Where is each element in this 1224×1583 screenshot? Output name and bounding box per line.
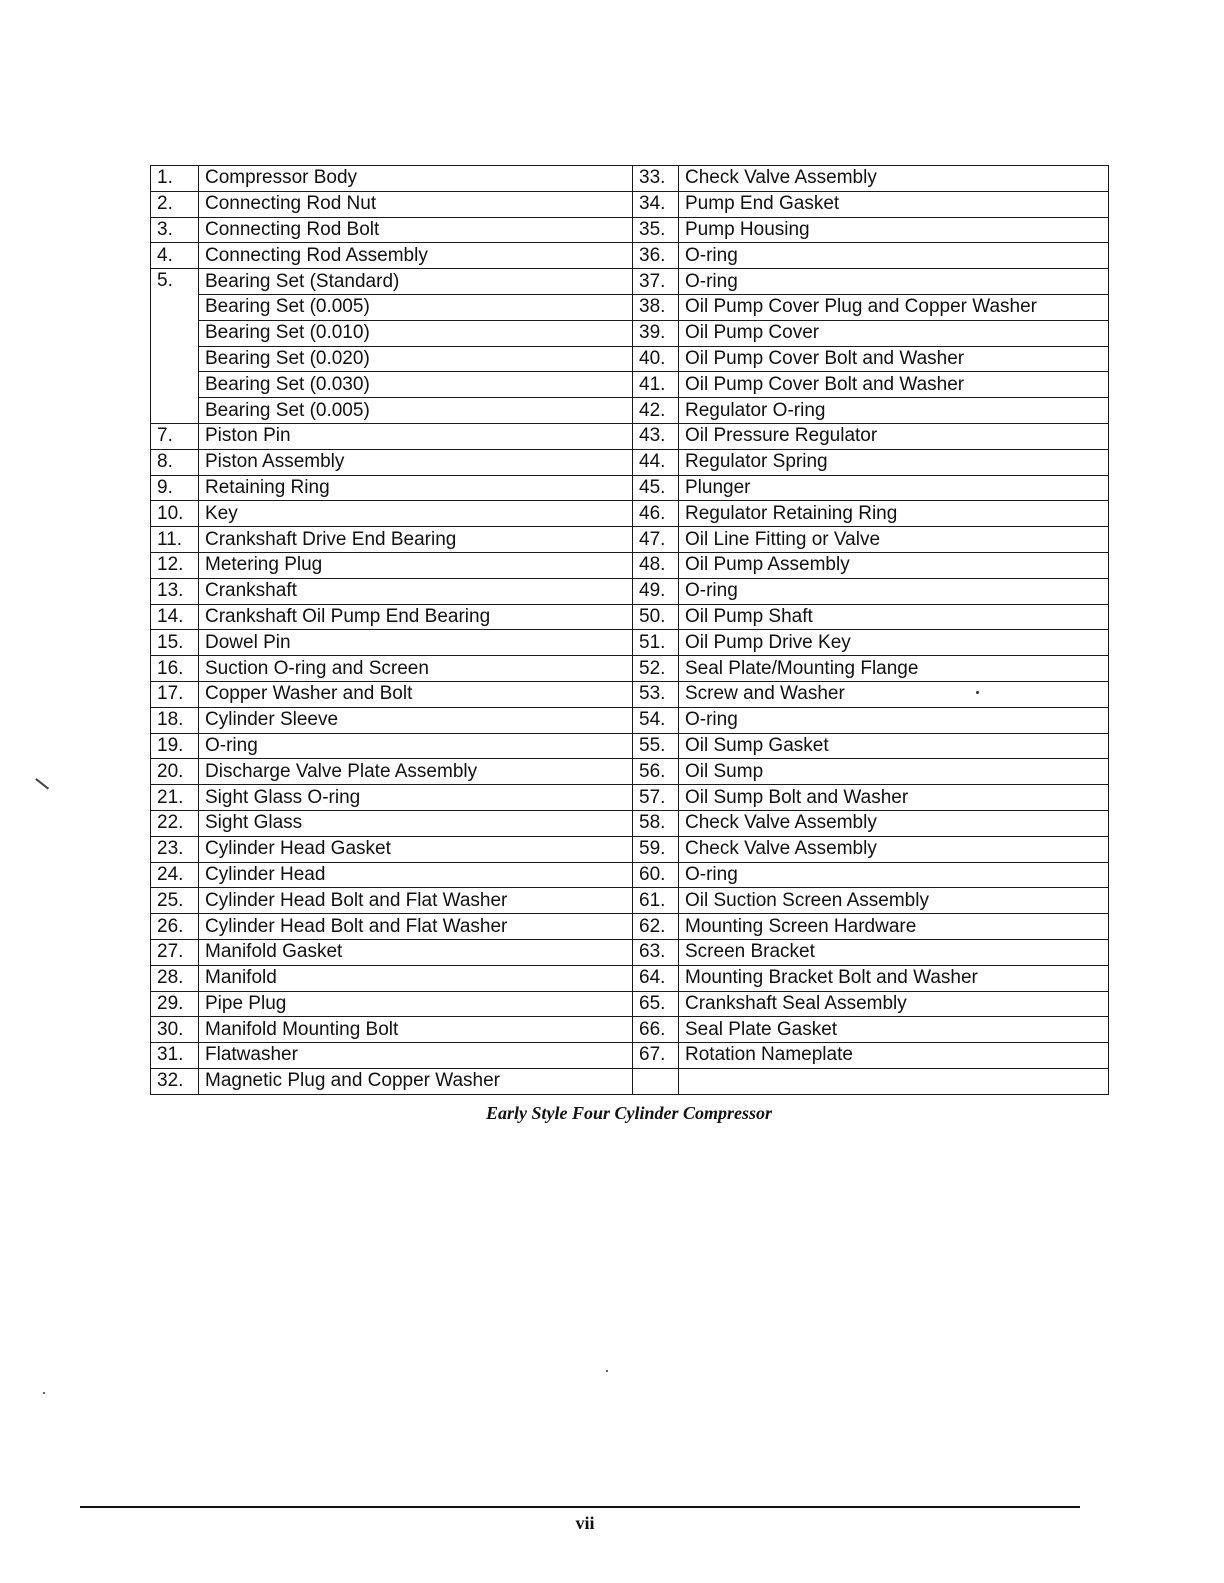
- right-item-description: Check Valve Assembly: [679, 810, 1109, 836]
- right-item-number: 42.: [633, 398, 679, 424]
- table-row: [151, 1017, 1109, 1043]
- left-item-description: Dowel Pin: [199, 630, 633, 656]
- right-item-description: Oil Line Fitting or Valve: [679, 527, 1109, 553]
- left-item-number: 15.: [151, 630, 199, 656]
- scan-mark: [36, 778, 50, 789]
- left-item-number: 10.: [151, 501, 199, 527]
- left-item-number: 11.: [151, 527, 199, 553]
- right-item-number: 56.: [633, 759, 679, 785]
- left-item-number: 25.: [151, 888, 199, 914]
- table-row: [151, 785, 1109, 811]
- page-number: vii: [575, 1513, 595, 1533]
- left-item-description: Pipe Plug: [199, 991, 633, 1017]
- table-row: [151, 733, 1109, 759]
- left-item-number: 16.: [151, 656, 199, 682]
- right-item-description: Regulator Spring: [679, 449, 1109, 475]
- right-item-number: 63.: [633, 939, 679, 965]
- table-row: [151, 346, 1109, 372]
- right-item-description: Oil Sump Gasket: [679, 733, 1109, 759]
- right-item-description: Oil Pump Shaft: [679, 604, 1109, 630]
- right-item-number: 65.: [633, 991, 679, 1017]
- left-item-description: Manifold Mounting Bolt: [199, 1017, 633, 1043]
- left-item-description: Crankshaft Oil Pump End Bearing: [199, 604, 633, 630]
- left-item-description: Retaining Ring: [199, 475, 633, 501]
- right-item-number: 51.: [633, 630, 679, 656]
- table-row: [151, 1043, 1109, 1069]
- right-item-number: 45.: [633, 475, 679, 501]
- right-item-number: 44.: [633, 449, 679, 475]
- right-item-description: Oil Pump Cover: [679, 320, 1109, 346]
- table-row: [151, 243, 1109, 269]
- left-item-number: 23.: [151, 836, 199, 862]
- left-item-description: Bearing Set (0.010): [199, 320, 633, 346]
- right-item-number: 34.: [633, 191, 679, 217]
- left-item-number: 18.: [151, 707, 199, 733]
- table-row: [151, 191, 1109, 217]
- right-item-description: Oil Pump Assembly: [679, 552, 1109, 578]
- right-item-number: 55.: [633, 733, 679, 759]
- right-item-description: Oil Suction Screen Assembly: [679, 888, 1109, 914]
- right-item-description: Screen Bracket: [679, 939, 1109, 965]
- left-item-number: 1.: [151, 166, 199, 192]
- table-row: [151, 707, 1109, 733]
- right-item-number: 38.: [633, 294, 679, 320]
- right-item-description: Oil Pump Cover Bolt and Washer: [679, 372, 1109, 398]
- right-item-number: 58.: [633, 810, 679, 836]
- left-item-number: 4.: [151, 243, 199, 269]
- right-item-number: 49.: [633, 578, 679, 604]
- right-item-description: Mounting Screen Hardware: [679, 914, 1109, 940]
- right-item-description: Oil Sump: [679, 759, 1109, 785]
- left-item-description: Crankshaft: [199, 578, 633, 604]
- right-item-description: Screw and Washer: [679, 681, 1109, 707]
- right-item-description: Check Valve Assembly: [679, 166, 1109, 192]
- left-item-description: Connecting Rod Bolt: [199, 217, 633, 243]
- left-item-number: 29.: [151, 991, 199, 1017]
- table-row: [151, 991, 1109, 1017]
- right-item-number: 41.: [633, 372, 679, 398]
- table-row: [151, 269, 1109, 295]
- right-item-description: O-ring: [679, 578, 1109, 604]
- right-item-number: 50.: [633, 604, 679, 630]
- left-item-number: 28.: [151, 965, 199, 991]
- right-item-description: Oil Pump Cover Plug and Copper Washer: [679, 294, 1109, 320]
- left-item-description: Bearing Set (0.030): [199, 372, 633, 398]
- table-row: [151, 604, 1109, 630]
- right-item-description: Seal Plate Gasket: [679, 1017, 1109, 1043]
- left-item-number: 17.: [151, 681, 199, 707]
- left-item-number: 3.: [151, 217, 199, 243]
- left-item-number: 5.: [151, 269, 199, 424]
- left-item-description: Manifold Gasket: [199, 939, 633, 965]
- right-item-number: 60.: [633, 862, 679, 888]
- table-row: [151, 552, 1109, 578]
- right-item-number: 53.: [633, 681, 679, 707]
- table-row: [151, 630, 1109, 656]
- left-item-number: 32.: [151, 1068, 199, 1094]
- table-row: [151, 294, 1109, 320]
- scan-speck: [606, 1370, 608, 1372]
- right-item-description: O-ring: [679, 862, 1109, 888]
- right-item-description: Check Valve Assembly: [679, 836, 1109, 862]
- left-item-description: Key: [199, 501, 633, 527]
- left-item-number: 14.: [151, 604, 199, 630]
- left-item-description: Cylinder Head: [199, 862, 633, 888]
- left-item-description: Cylinder Head Gasket: [199, 836, 633, 862]
- left-item-description: Connecting Rod Nut: [199, 191, 633, 217]
- left-item-description: Discharge Valve Plate Assembly: [199, 759, 633, 785]
- right-item-description: Oil Pressure Regulator: [679, 423, 1109, 449]
- right-item-description: Pump Housing: [679, 217, 1109, 243]
- left-item-description: Crankshaft Drive End Bearing: [199, 527, 633, 553]
- right-item-description: Seal Plate/Mounting Flange: [679, 656, 1109, 682]
- right-item-description: O-ring: [679, 243, 1109, 269]
- left-item-description: O-ring: [199, 733, 633, 759]
- right-item-number: 40.: [633, 346, 679, 372]
- left-item-number: 31.: [151, 1043, 199, 1069]
- right-item-description: Pump End Gasket: [679, 191, 1109, 217]
- table-row: [151, 166, 1109, 192]
- right-item-number: 64.: [633, 965, 679, 991]
- right-item-description: Oil Pump Drive Key: [679, 630, 1109, 656]
- table-row: [151, 372, 1109, 398]
- table-row: [151, 578, 1109, 604]
- left-item-number: 27.: [151, 939, 199, 965]
- table-row: [151, 320, 1109, 346]
- table-row: [151, 810, 1109, 836]
- left-item-number: 20.: [151, 759, 199, 785]
- left-item-description: Bearing Set (0.005): [199, 398, 633, 424]
- table-row: [151, 681, 1109, 707]
- right-item-number: 54.: [633, 707, 679, 733]
- left-item-description: Cylinder Head Bolt and Flat Washer: [199, 914, 633, 940]
- right-item-description: [679, 1068, 1109, 1094]
- left-item-number: 2.: [151, 191, 199, 217]
- right-item-number: 67.: [633, 1043, 679, 1069]
- right-item-description: Mounting Bracket Bolt and Washer: [679, 965, 1109, 991]
- right-item-number: 39.: [633, 320, 679, 346]
- left-item-number: 21.: [151, 785, 199, 811]
- left-item-number: 12.: [151, 552, 199, 578]
- left-item-description: Compressor Body: [199, 166, 633, 192]
- right-item-number: 43.: [633, 423, 679, 449]
- table-row: [151, 836, 1109, 862]
- right-item-number: 62.: [633, 914, 679, 940]
- left-item-description: Cylinder Head Bolt and Flat Washer: [199, 888, 633, 914]
- left-item-number: 19.: [151, 733, 199, 759]
- table-row: [151, 656, 1109, 682]
- left-item-description: Magnetic Plug and Copper Washer: [199, 1068, 633, 1094]
- left-item-description: Connecting Rod Assembly: [199, 243, 633, 269]
- left-item-description: Bearing Set (0.020): [199, 346, 633, 372]
- table-row: [151, 449, 1109, 475]
- right-item-number: 36.: [633, 243, 679, 269]
- table-row: [151, 501, 1109, 527]
- table-row: [151, 862, 1109, 888]
- table-row: [151, 1068, 1109, 1094]
- parts-table-body: [151, 166, 1109, 1095]
- figure-caption: Early Style Four Cylinder Compressor: [485, 1103, 773, 1123]
- right-item-description: Regulator O-ring: [679, 398, 1109, 424]
- left-item-description: Piston Pin: [199, 423, 633, 449]
- right-item-description: Plunger: [679, 475, 1109, 501]
- right-item-number: 35.: [633, 217, 679, 243]
- left-item-description: Piston Assembly: [199, 449, 633, 475]
- table-row: [151, 759, 1109, 785]
- right-item-description: O-ring: [679, 269, 1109, 295]
- right-item-number: 57.: [633, 785, 679, 811]
- right-item-number: 47.: [633, 527, 679, 553]
- right-item-number: 46.: [633, 501, 679, 527]
- table-row: [151, 423, 1109, 449]
- right-item-description: Regulator Retaining Ring: [679, 501, 1109, 527]
- table-row: [151, 217, 1109, 243]
- table-row: [151, 888, 1109, 914]
- table-row: [151, 965, 1109, 991]
- left-item-description: Manifold: [199, 965, 633, 991]
- right-item-number: 59.: [633, 836, 679, 862]
- right-item-number: [633, 1068, 679, 1094]
- table-row: [151, 939, 1109, 965]
- right-item-number: 66.: [633, 1017, 679, 1043]
- scan-speck: [43, 1392, 45, 1394]
- left-item-description: Flatwasher: [199, 1043, 633, 1069]
- right-item-number: 52.: [633, 656, 679, 682]
- left-item-number: 30.: [151, 1017, 199, 1043]
- scan-speck: [976, 691, 979, 694]
- footer-divider: [80, 1506, 1080, 1508]
- right-item-description: Oil Pump Cover Bolt and Washer: [679, 346, 1109, 372]
- left-item-description: Cylinder Sleeve: [199, 707, 633, 733]
- left-item-description: Bearing Set (Standard): [199, 269, 633, 295]
- left-item-description: Sight Glass O-ring: [199, 785, 633, 811]
- parts-table: [150, 165, 1109, 1095]
- left-item-description: Metering Plug: [199, 552, 633, 578]
- right-item-description: Oil Sump Bolt and Washer: [679, 785, 1109, 811]
- left-item-number: 9.: [151, 475, 199, 501]
- left-item-number: 26.: [151, 914, 199, 940]
- right-item-description: Crankshaft Seal Assembly: [679, 991, 1109, 1017]
- left-item-number: 13.: [151, 578, 199, 604]
- right-item-number: 37.: [633, 269, 679, 295]
- right-item-number: 48.: [633, 552, 679, 578]
- right-item-number: 33.: [633, 166, 679, 192]
- left-item-number: 24.: [151, 862, 199, 888]
- left-item-description: Bearing Set (0.005): [199, 294, 633, 320]
- left-item-number: 7.: [151, 423, 199, 449]
- table-row: [151, 475, 1109, 501]
- left-item-description: Suction O-ring and Screen: [199, 656, 633, 682]
- left-item-number: 8.: [151, 449, 199, 475]
- table-row: [151, 914, 1109, 940]
- right-item-description: Rotation Nameplate: [679, 1043, 1109, 1069]
- left-item-number: 22.: [151, 810, 199, 836]
- table-row: [151, 527, 1109, 553]
- right-item-number: 61.: [633, 888, 679, 914]
- table-row: [151, 398, 1109, 424]
- left-item-description: Sight Glass: [199, 810, 633, 836]
- right-item-description: O-ring: [679, 707, 1109, 733]
- left-item-description: Copper Washer and Bolt: [199, 681, 633, 707]
